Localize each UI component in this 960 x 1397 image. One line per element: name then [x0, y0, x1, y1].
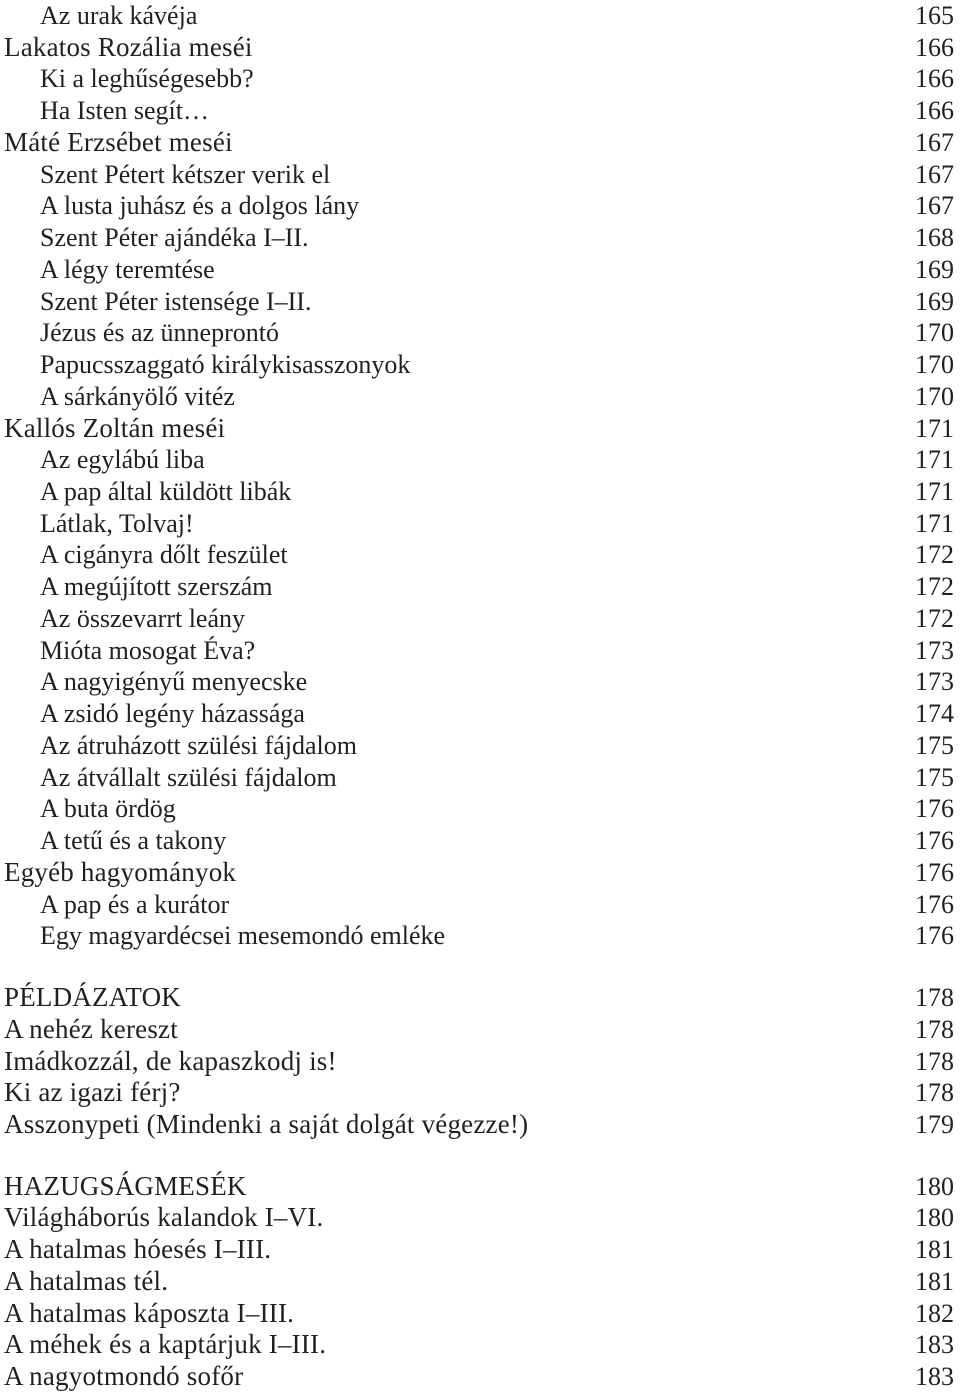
toc-entry-title: Az átvállalt szülési fájdalom: [40, 762, 337, 792]
toc-entry-page-number: 182: [915, 1298, 954, 1328]
toc-entry-page-number: 173: [915, 667, 954, 697]
toc-entry-title: A cigányra dőlt feszület: [40, 540, 288, 570]
toc-entry-title: A légy teremtése: [40, 254, 215, 284]
toc-entry-page-number: 166: [915, 64, 954, 94]
toc-section-entry: [0, 1014, 960, 1046]
toc-entry-page-number: 180: [915, 1171, 954, 1201]
toc-entry-title: A pap és a kurátor: [40, 889, 230, 919]
toc-entry-title: A buta ördög: [40, 794, 176, 824]
toc-entry-page-number: 173: [915, 635, 954, 665]
toc-entry-title: Asszonypeti (Mindenki a saját dolgát végezze!): [4, 1108, 529, 1139]
toc-entry-title: Szent Péter istensége I–II.: [40, 286, 312, 316]
toc-entry-title: Az urak kávéja: [40, 1, 198, 30]
toc-entry-title: A nehéz kereszt: [4, 1013, 178, 1044]
toc-entry-title: A méhek és a kaptárjuk I–III.: [4, 1329, 327, 1360]
toc-section-entry: [0, 32, 960, 64]
toc-entry-title: A nagyigényű menyecske: [40, 667, 308, 697]
toc-section-entry: [0, 857, 960, 889]
toc-entry-title: A tetű és a takony: [40, 826, 227, 856]
toc-entry-page-number: 178: [915, 1046, 954, 1076]
toc-entry: [0, 762, 960, 794]
toc-entry: [0, 0, 960, 32]
toc-entry-page-number: 176: [915, 794, 954, 824]
toc-entry-page-number: 183: [915, 1362, 954, 1392]
toc-entry: [0, 444, 960, 476]
toc-entry-page-number: 167: [915, 159, 954, 189]
toc-section-entry: [0, 982, 960, 1014]
toc-entry-page-number: 171: [915, 413, 954, 443]
toc-entry-page-number: 178: [915, 983, 954, 1013]
toc-entry: [0, 920, 960, 952]
toc-entry-title: Világháborús kalandok I–VI.: [4, 1202, 324, 1233]
toc-entry-title: Ha Isten segít…: [40, 96, 209, 126]
toc-entry-page-number: 171: [915, 508, 954, 538]
toc-entry-title: Máté Erzsébet meséi: [4, 126, 233, 157]
toc-entry: [0, 603, 960, 635]
toc-entry-page-number: 178: [915, 1078, 954, 1108]
toc-section-entry: [0, 127, 960, 159]
toc-entry-title: A pap által küldött libák: [40, 477, 292, 507]
toc-entry-title: A nagyotmondó sofőr: [4, 1361, 244, 1392]
toc-section-entry: [0, 1234, 960, 1266]
toc-entry-page-number: 172: [915, 540, 954, 570]
toc-section-entry: [0, 1298, 960, 1330]
toc-entry: [0, 286, 960, 318]
toc-entry: [0, 190, 960, 222]
toc-entry-page-number: 169: [915, 254, 954, 284]
toc-entry: [0, 317, 960, 349]
toc-entry-title: A lusta juhász és a dolgos lány: [40, 191, 360, 221]
toc-entry-page-number: 171: [915, 445, 954, 475]
toc-entry-title: A hatalmas káposzta I–III.: [4, 1297, 295, 1328]
toc-entry-title: Mióta mosogat Éva?: [40, 635, 256, 665]
toc-entry-page-number: 181: [915, 1235, 954, 1265]
toc-entry-page-number: 174: [915, 699, 954, 729]
toc-entry-page-number: 179: [915, 1109, 954, 1139]
toc-entry: [0, 635, 960, 667]
toc-entry: [0, 63, 960, 95]
toc-section-entry: [0, 1266, 960, 1298]
toc-entry: [0, 159, 960, 191]
toc-entry: [0, 508, 960, 540]
toc-entry-page-number: 169: [915, 286, 954, 316]
toc-entry: [0, 539, 960, 571]
toc-entry-page-number: 172: [915, 603, 954, 633]
toc-entry-page-number: 178: [915, 1014, 954, 1044]
toc-entry-page-number: 170: [915, 381, 954, 411]
toc-entry-page-number: 170: [915, 318, 954, 348]
toc-entry-title: Ki az igazi férj?: [4, 1077, 181, 1108]
toc-entry-page-number: 180: [915, 1203, 954, 1233]
toc-section-entry: [0, 1077, 960, 1109]
toc-entry-page-number: 181: [915, 1266, 954, 1296]
toc-entry-title: Szent Pétert kétszer verik el: [40, 159, 331, 189]
toc-entry-title: HAZUGSÁGMESÉK: [4, 1170, 247, 1201]
toc-entry-page-number: 176: [915, 826, 954, 856]
toc-entry-title: A megújított szerszám: [40, 572, 273, 602]
toc-entry-title: Ki a leghűségesebb?: [40, 64, 254, 94]
toc-section-entry: [0, 1046, 960, 1078]
toc-entry: [0, 793, 960, 825]
toc-section-entry: [0, 1109, 960, 1141]
toc-entry-title: Egyéb hagyományok: [4, 856, 237, 887]
toc-entry: [0, 730, 960, 762]
toc-entry-title: Látlak, Tolvaj!: [40, 508, 194, 538]
toc-entry-page-number: 165: [915, 1, 954, 30]
toc-entry-page-number: 175: [915, 730, 954, 760]
toc-entry-page-number: 166: [915, 96, 954, 126]
toc-entry-page-number: 183: [915, 1330, 954, 1360]
toc-entry-title: A zsidó legény házassága: [40, 699, 305, 729]
toc-entry-title: Egy magyardécsei mesemondó emléke: [40, 921, 446, 951]
toc-entry-page-number: 176: [915, 921, 954, 951]
toc-section-entry: [0, 1361, 960, 1393]
toc-entry-page-number: 166: [915, 32, 954, 62]
toc-entry-title: PÉLDÁZATOK: [4, 982, 181, 1013]
toc-entry-title: Az átruházott szülési fájdalom: [40, 730, 357, 760]
toc-entry: [0, 222, 960, 254]
toc-entry-page-number: 172: [915, 572, 954, 602]
toc-entry: [0, 95, 960, 127]
toc-entry-title: A hatalmas hóesés I–III.: [4, 1234, 272, 1265]
toc-entry-page-number: 170: [915, 350, 954, 380]
toc-entry-title: Jézus és az ünneprontó: [40, 318, 279, 348]
toc-entry: [0, 349, 960, 381]
toc-entry: [0, 825, 960, 857]
toc-entry: [0, 476, 960, 508]
toc-entry-title: Az egylábú liba: [40, 445, 205, 475]
toc-entry-title: Az összevarrt leány: [40, 603, 246, 633]
toc-entry-page-number: 176: [915, 857, 954, 887]
toc-entry-title: Lakatos Rozália meséi: [4, 31, 253, 62]
toc-entry: [0, 571, 960, 603]
toc-entry-title: Papucsszaggató királykisasszonyok: [40, 350, 411, 380]
toc-section-entry: [0, 1329, 960, 1361]
toc-section-entry: [0, 1202, 960, 1234]
toc-entry-page-number: 175: [915, 762, 954, 792]
toc-section-entry: [0, 413, 960, 445]
toc-entry-title: Kallós Zoltán meséi: [4, 412, 226, 443]
toc-entry-page-number: 171: [915, 477, 954, 507]
toc-entry-title: A hatalmas tél.: [4, 1265, 169, 1296]
toc-entry: [0, 666, 960, 698]
toc-entry-title: A sárkányölő vitéz: [40, 381, 235, 411]
toc-entry-page-number: 168: [915, 223, 954, 253]
toc-entry: [0, 698, 960, 730]
toc-entry: [0, 254, 960, 286]
toc-entry-page-number: 167: [915, 127, 954, 157]
toc-entry: [0, 381, 960, 413]
toc-entry-title: Szent Péter ajándéka I–II.: [40, 223, 309, 253]
toc-entry: [0, 889, 960, 921]
toc-entry-title: Imádkozzál, de kapaszkodj is!: [4, 1045, 337, 1076]
toc-section-entry: [0, 1171, 960, 1203]
toc-entry-page-number: 176: [915, 889, 954, 919]
toc-entry-page-number: 167: [915, 191, 954, 221]
